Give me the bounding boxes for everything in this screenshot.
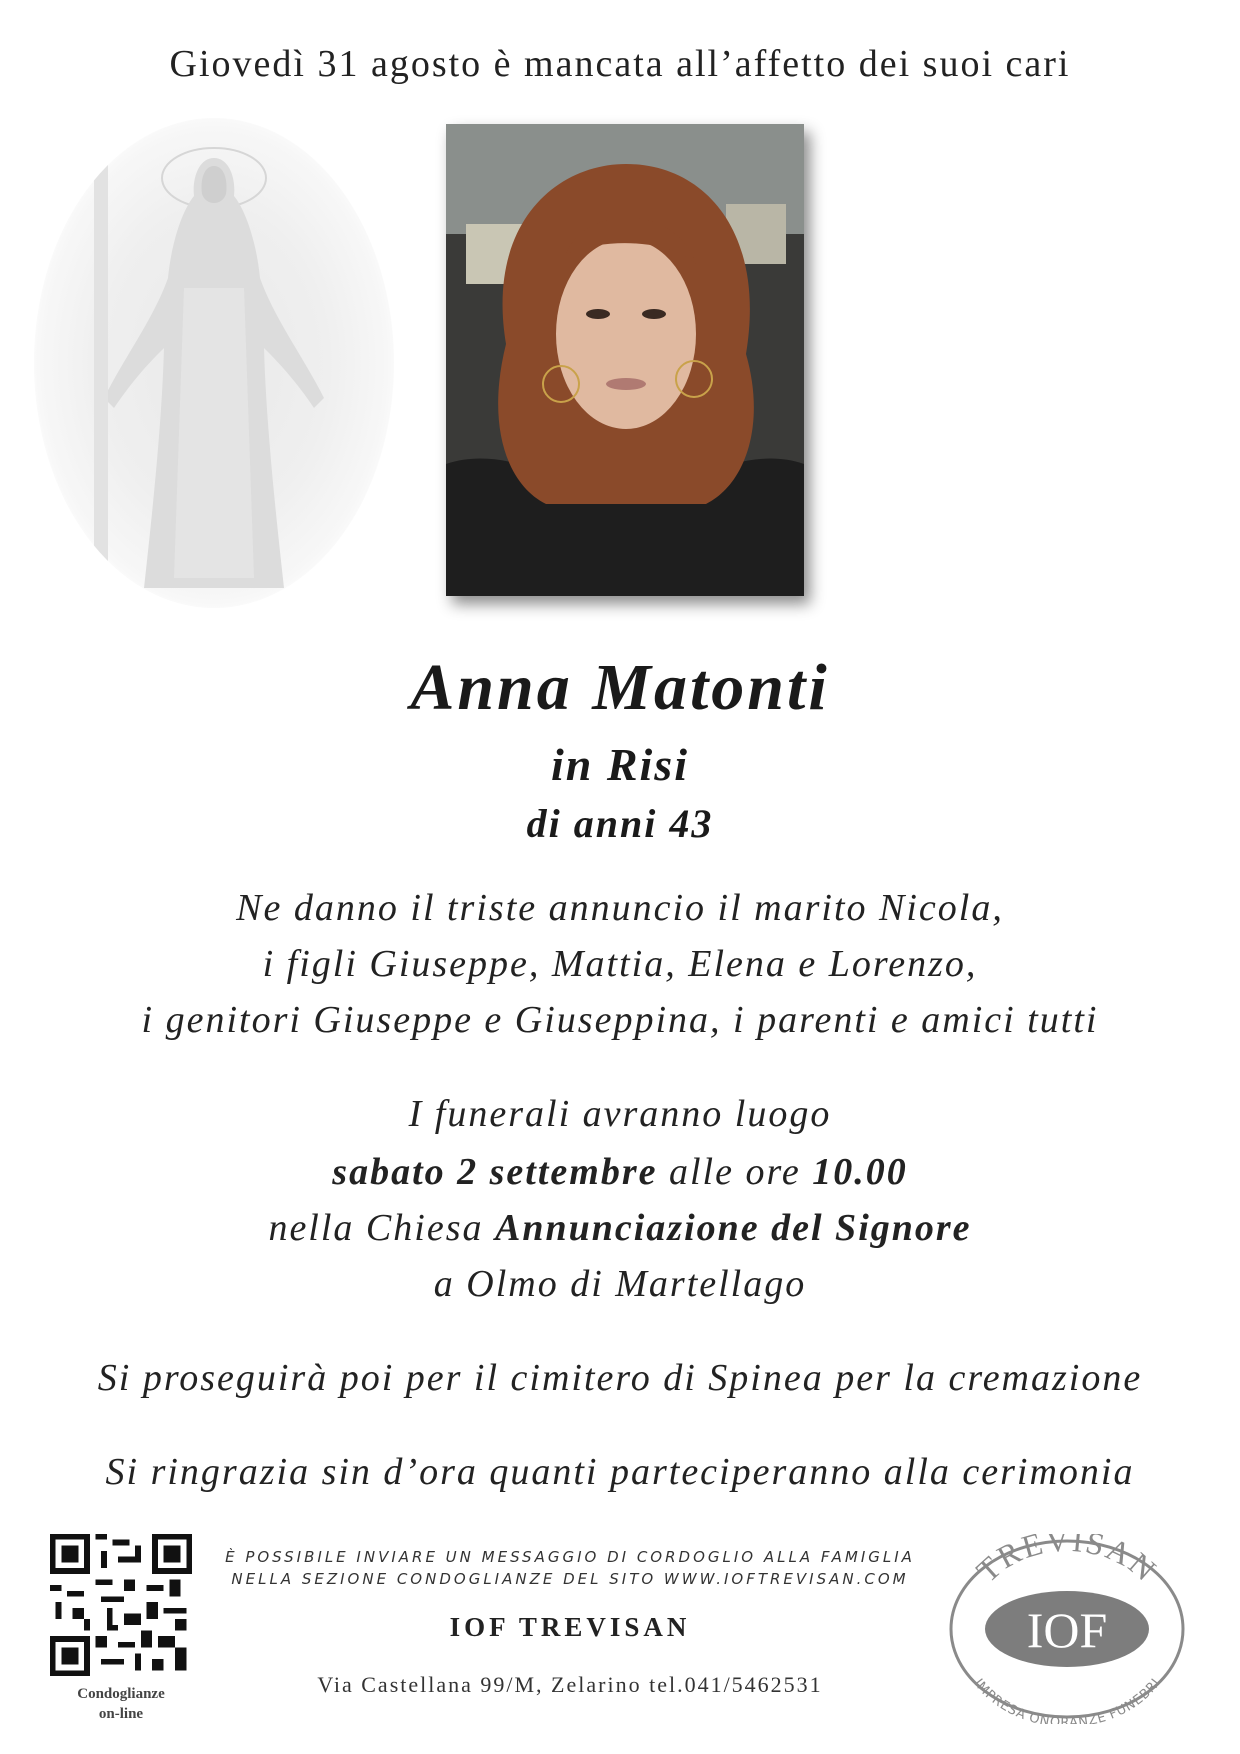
church-name: Annunciazione del Signore bbox=[494, 1207, 972, 1249]
announcement-line: i genitori Giuseppe e Giuseppina, i parenti e amici tutti bbox=[141, 999, 1099, 1041]
madonna-image bbox=[34, 118, 394, 608]
logo-center-text: IOF bbox=[1026, 1602, 1108, 1658]
logo-bottom-text: IMPRESA ONORANZE FUNEBRI bbox=[970, 1676, 1164, 1724]
thanks-line: Si ringrazia sin d’ora quanti parteciperanno alla cerimonia bbox=[105, 1451, 1135, 1493]
qr-caption-line: Condoglianze bbox=[77, 1686, 165, 1702]
funeral-time-prefix: alle ore bbox=[657, 1151, 813, 1193]
svg-text:TREVISAN bbox=[969, 1534, 1164, 1589]
deceased-age: di anni 43 bbox=[526, 801, 714, 846]
qr-caption-line: on-line bbox=[98, 1706, 144, 1722]
funeral-home-name: IOF TREVISAN bbox=[449, 1612, 691, 1642]
continuation-line: Si proseguirà poi per il cimitero di Spinea per la cremazione bbox=[97, 1357, 1143, 1399]
funeral-time: 10.00 bbox=[812, 1151, 908, 1193]
condolence-note-line: NELLA SEZIONE CONDOGLIANZE DEL SITO WWW.IOFTREVISAN.COM bbox=[231, 1570, 909, 1588]
qr-caption bbox=[40, 1684, 202, 1724]
funeral-place: a Olmo di Martellago bbox=[433, 1263, 807, 1305]
condolence-note-line: È POSSIBILE INVIARE UN MESSAGGIO DI CORDOGLIO ALLA FAMIGLIA bbox=[225, 1548, 915, 1566]
deceased-photo bbox=[446, 124, 804, 596]
iof-trevisan-logo bbox=[944, 1534, 1190, 1724]
qr-code[interactable] bbox=[50, 1534, 192, 1676]
married-name: in Risi bbox=[550, 739, 689, 790]
funeral-home-address: Via Castellana 99/M, Zelarino tel.041/5462531 bbox=[317, 1672, 823, 1697]
funeral-date: sabato 2 settembre bbox=[332, 1151, 658, 1193]
funeral-datetime bbox=[0, 1150, 1240, 1194]
announcement-line: i figli Giuseppe, Mattia, Elena e Lorenzo, bbox=[262, 943, 978, 985]
funeral-line: I funerali avranno luogo bbox=[408, 1093, 832, 1135]
svg-text:IMPRESA ONORANZE FUNEBRI bbox=[971, 1676, 1164, 1724]
deceased-name: Anna Matonti bbox=[410, 651, 830, 724]
intro-line: Giovedì 31 agosto è mancata all’affetto dei suoi cari bbox=[169, 43, 1071, 85]
logo-top-text: TREVISAN bbox=[969, 1534, 1165, 1589]
condolence-note bbox=[220, 1546, 920, 1590]
announcement-line: Ne danno il triste annuncio il marito Nicola, bbox=[236, 887, 1004, 929]
funeral-church-line bbox=[0, 1206, 1240, 1250]
church-prefix: nella Chiesa bbox=[268, 1207, 495, 1249]
